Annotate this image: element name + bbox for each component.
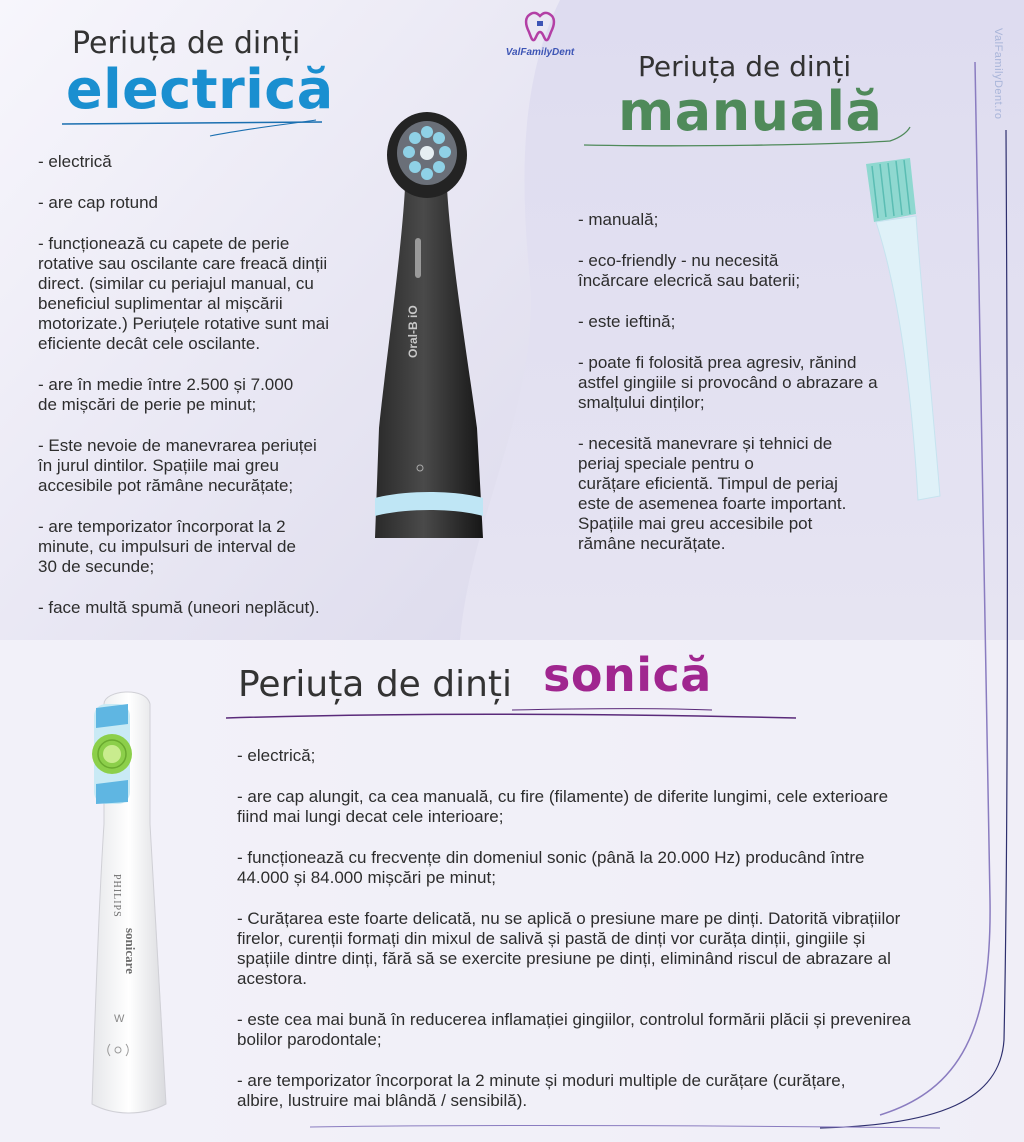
brand-name: ValFamilyDent xyxy=(505,47,575,58)
electric-item: - electrică xyxy=(38,152,112,171)
sonic-item: - Curățarea este foarte delicată, nu se aplică o presiune mare pe dinți. Datorită vibrațiilor firelor, curenții formați din mixul de salivă și pastă de dinți vor curăța dinții, gingiile și spațiile dintre dinți, fără să se exercite presiune pe dinți, eliminând riscul de abrazare al acestora. xyxy=(237,909,901,988)
electric-item: - are în medie între 2.500 și 7.000 de mișcări de perie pe minut; xyxy=(38,375,294,414)
sonic-brush-model: sonicare xyxy=(123,928,138,974)
electric-item: - funcționează cu capete de perie rotative sau oscilante care freacă dinții direct. (similar cu periajul manual, cu beneficiul suplimentar al mișcării motorizate.) Periuțele rotative sunt mai eficiente decât cele oscilante. xyxy=(38,234,330,353)
sonic-brush-image xyxy=(84,684,174,1120)
tooth-logo-icon xyxy=(520,10,560,42)
sonic-item: - este cea mai bună în reducerea inflamației gingiilor, controlul formării plăcii și prevenirea bolilor parodontale; xyxy=(237,1010,911,1049)
brand-logo xyxy=(500,10,580,58)
sonic-item: - electrică; xyxy=(237,746,316,765)
sonic-item: - are temporizator încorporat la 2 minute și moduri multiple de curățare (curățare, albire, lustruire mai blândă / sensibilă). xyxy=(237,1071,846,1110)
electric-brush-image xyxy=(365,108,490,540)
site-url: ValFamilyDent.ro xyxy=(992,28,1004,120)
electric-brush-label: Oral-B iO xyxy=(406,305,420,358)
manual-title-prefix: Periuța de dinți xyxy=(638,50,852,83)
electric-list xyxy=(38,152,378,639)
sonic-item: - are cap alungit, ca cea manuală, cu fire (filamente) de diferite lungimi, cele exterioare fiind mai lungi decat cele interioare; xyxy=(237,787,889,826)
manual-item: - poate fi folosită prea agresiv, rănind astfel gingiile si provocând o abrazare a smalțului dinților; xyxy=(578,353,878,412)
manual-brush-image xyxy=(860,156,950,506)
manual-item: - manuală; xyxy=(578,210,659,229)
electric-item: - are cap rotund xyxy=(38,193,159,212)
sonic-list xyxy=(237,746,977,1132)
sonic-title-word: sonică xyxy=(543,648,712,702)
electric-item: - are temporizator încorporat la 2 minute, cu impulsuri de interval de 30 de secunde; xyxy=(38,517,296,576)
electric-item: - Este nevoie de manevrarea periuței în jurul dintilor. Spațiile mai greu accesibile pot rămâne necurățate; xyxy=(38,436,317,495)
sonic-brush-mark: W xyxy=(114,1013,125,1025)
sonic-underline xyxy=(222,706,802,728)
electric-title-prefix: Periuța de dinți xyxy=(72,26,301,61)
electric-underline xyxy=(60,118,330,142)
manual-item: - necesită manevrare și tehnici de periaj speciale pentru o curățare eficientă. Timpul de periaj este de asemenea foarte important. Spațiile mai greu accesibile pot rămâne necurățate. xyxy=(578,434,847,553)
manual-item: - este ieftină; xyxy=(578,312,676,331)
sonic-title-prefix: Periuța de dinți xyxy=(238,664,513,705)
sonic-brush-brand: PHILIPS xyxy=(111,874,122,918)
sonic-item: - funcționează cu frecvențe din domeniul sonic (până la 20.000 Hz) producând între 44.000 și 84.000 mișcări pe minut; xyxy=(237,848,865,887)
electric-item: - face multă spumă (uneori neplăcut). xyxy=(38,598,320,617)
electric-title-word: electrică xyxy=(66,58,334,121)
manual-underline xyxy=(580,125,915,155)
manual-title-word: manuală xyxy=(618,80,883,143)
manual-item: - eco-friendly - nu necesită încărcare elecrică sau baterii; xyxy=(578,251,801,290)
